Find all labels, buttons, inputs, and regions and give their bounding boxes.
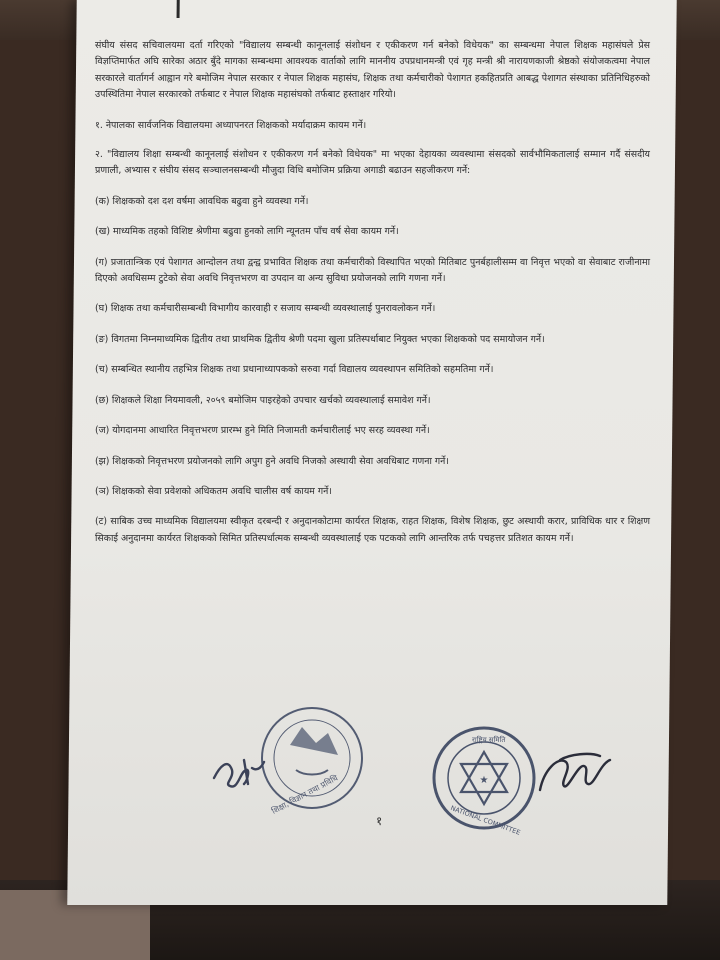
- subitem-ka: (क) शिक्षकको दश दश वर्षमा आवधिक बढुवा हुने व्यवस्था गर्ने।: [95, 195, 309, 207]
- subitem-ta: (ट) साबिक उच्च माध्यमिक विद्यालयमा स्वीकृत दरबन्दी र अनुदानकोटामा कार्यरत शिक्षक, राहत शिक्षक, विशेष शिक्षक, छुट अस्थायी करार, प्राविधिक धार र शिक्षण सिकाई अनुदानमा कार्यरत शिक्षकको सिमित प्रतिस्पर्धात्मक सम्बन्धी व्यवस्थालाई एक पटकको लागि आन्तरिक तर्फ पचहत्तर प्रतिशत कायम गर्ने।: [95, 516, 650, 544]
- point-2: २. "विद्यालय शिक्षा सम्बन्धी कानूनलाई संशोधन र एकीकरण गर्न बनेको विधेयक" मा भएका देहायका व्यवस्थामा संसदको सार्वभौमिकतालाई सम्मान गर्दै संसदीय प्रणाली, अभ्यास र संघीय संसद सञ्चालनसम्बन्धी मौजुदा विधि बमोजिम प्रक्रिया अगाडी बढाउन सहजीकरण गर्ने:: [95, 149, 650, 177]
- subitem-ga: (ग) प्रजातान्त्रिक एवं पेशागत आन्दोलन तथा द्वन्द्व प्रभावित शिक्षक तथा कर्मचारीको विस्थापित भएको मितिबाट पुनर्बहालीसम्म वा निवृत्त भएको वा सेवाबाट राजीनामा दिएको अवधिसम्म टुटेको सेवा अवधि निवृत्तभरण वा उपदान वा अन्य सुविधा प्रयोजनको लागि गणना गर्ने।: [95, 256, 650, 285]
- document-body: [95, 38, 650, 547]
- svg-text:★: ★: [479, 775, 489, 786]
- subitem-yan: (ञ) शिक्षकको सेवा प्रवेशको अधिकतम अवधि चालीस वर्ष कायम गर्ने।: [95, 485, 332, 497]
- svg-text:शिक्षा, विज्ञान तथा प्रविधि: शिक्षा, विज्ञान तथा प्रविधि: [270, 773, 340, 816]
- intro-paragraph: संघीय संसद सचिवालयमा दर्ता गरिएको "विद्यालय सम्बन्धी कानूनलाई संशोधन र एकीकरण गर्न बनेको विधेयक" का सम्बन्धमा नेपाल शिक्षक महासंघले प्रेस विज्ञप्तिमार्फत अघि सारेका अठार बुँदे मागका सम्बन्धमा आवश्यक वार्ताको लागि माननीय उपप्रधानमन्त्री एवं गृह मन्त्री श्री नारायणकाजी श्रेष्ठको संयोजकत्वमा नेपाल सरकारले वार्तागर्न आह्वान गरे बमोजिम नेपाल सरकार र नेपाल शिक्षक महासंघ, शिक्षक तथा कर्मचारीको पेशागत हकहितप्रति आबद्ध पेशागत संस्थाका प्रतिनिधिहरुको उपस्थितिमा नेपाल सरकारको तर्फबाट र नेपाल शिक्षक महासंघको तर्फबाट हस्ताक्षर गरियो।: [95, 40, 650, 101]
- svg-text:राष्ट्रिय समिति: राष्ट्रिय समिति: [472, 736, 506, 744]
- subitem-ja: (ज) योगदानमा आधारित निवृत्तभरण प्रारम्भ हुने मिति निजामती कर्मचारीलाई भए सरह व्यवस्था गर्ने।: [95, 425, 430, 437]
- point-1: १. नेपालका सार्वजनिक विद्यालयमा अध्यापनरत शिक्षकको मर्यादाक्रम कायम गर्ने।: [95, 119, 367, 131]
- subitem-nga: (ङ) विगतमा निम्नमाध्यमिक द्वितीय तथा प्राथमिक द्वितीय श्रेणी पदमा खुला प्रतिस्पर्धाबाट नियुक्त भएका शिक्षकको पद समायोजन गर्ने।: [95, 333, 545, 345]
- subitem-gha: (घ) शिक्षक तथा कर्मचारीसम्बन्धी विभागीय कारवाही र सजाय सम्बन्धी व्यवस्थालाई पुनरावलोकन गर्ने।: [95, 303, 436, 315]
- subitem-cha: (च) सम्बन्धित स्थानीय तहभित्र शिक्षक तथा प्रधानाध्यापकको सरुवा गर्दा विद्यालय व्यवस्थापन समितिको सहमतिमा गर्ने।: [95, 364, 494, 376]
- subitem-chha: (छ) शिक्षकले शिक्षा नियमावली, २०५९ बमोजिम पाइरहेको उपचार खर्चको व्यवस्थालाई समावेश गर्ने।: [95, 394, 431, 406]
- page-number: १: [376, 814, 383, 828]
- subitem-kha: (ख) माध्यमिक तहको विशिष्ट श्रेणीमा बढुवा हुनको लागि न्यूनतम पाँच वर्ष सेवा कायम गर्ने।: [95, 226, 399, 238]
- svg-text:NATIONAL COMMITTEE: NATIONAL COMMITTEE: [449, 804, 522, 837]
- page-fold-mark: [177, 0, 180, 18]
- subitem-jha: (झ) शिक्षकको निवृत्तभरण प्रयोजनको लागि अपुग हुने अवधि निजको अस्थायी सेवा अवधिबाट गणना गर्ने।: [95, 455, 449, 467]
